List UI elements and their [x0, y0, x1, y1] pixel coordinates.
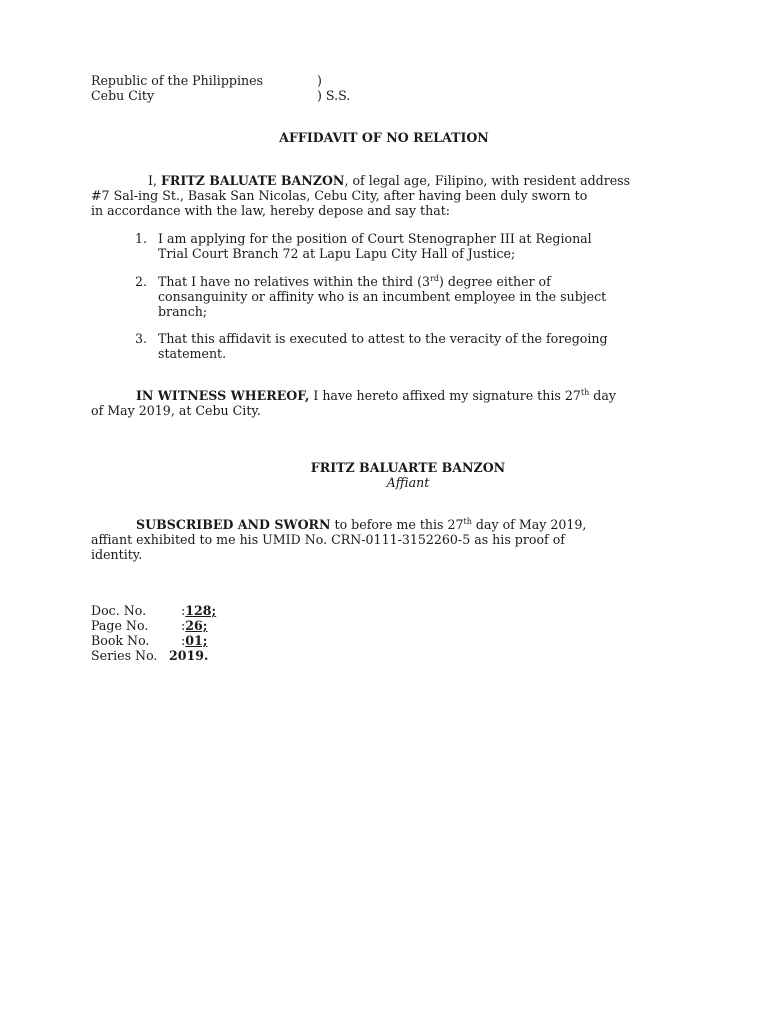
venue-country: Republic of the Philippines: [91, 73, 264, 88]
doc-number-row: [91, 603, 391, 618]
jurat-text: to before me this 27: [330, 517, 464, 532]
item-text-line: Trial Court Branch 72 at Lapu Lapu City Hall of Justice;: [158, 246, 516, 261]
affiant-name: FRITZ BALUARTE BANZON: [310, 460, 506, 475]
venue-bracket: ): [317, 73, 322, 88]
witness-text: I have hereto affixed my signature this 27: [309, 388, 581, 403]
page-number-label: Page No.: [91, 618, 149, 633]
item-text-part: That I have no relatives within the third (3: [158, 274, 431, 289]
item-number: 2.: [135, 274, 148, 289]
witness-text: day: [589, 388, 616, 403]
jurat-text: day of May 2019,: [471, 517, 587, 532]
witness-line-2: of May 2019, at Cebu City.: [91, 403, 261, 418]
document-title: AFFIDAVIT OF NO RELATION: [279, 130, 489, 145]
item-text-line: [158, 274, 551, 289]
doc-number-value: 128;: [185, 603, 217, 618]
ordinal-suffix: th: [463, 516, 472, 526]
deponent-name: FRITZ BALUATE BANZON: [160, 173, 345, 188]
venue-city: Cebu City: [91, 88, 155, 103]
page-number-row: [91, 618, 391, 633]
item-text-line: That this affidavit is executed to attest to the veracity of the foregoing: [158, 331, 608, 346]
item-text-part: ) degree either of: [439, 274, 551, 289]
venue-line-2: [91, 88, 491, 103]
witness-heading: IN WITNESS WHEREOF,: [136, 388, 310, 403]
intro-line-1: [148, 173, 677, 188]
book-number-value: 01;: [185, 633, 208, 648]
item-text-line: I am applying for the position of Court Stenographer III at Regional: [158, 231, 592, 246]
book-number-field: [181, 633, 207, 648]
series-number-row: [91, 648, 391, 663]
intro-line-3: in accordance with the law, hereby depose and say that:: [91, 203, 451, 218]
jurat-line-2: affiant exhibited to me his UMID No. CRN-0111-3152260-5 as his proof of: [91, 532, 565, 547]
item-number: 1.: [135, 231, 148, 246]
doc-number-field: [181, 603, 216, 618]
intro-line-2: #7 Sal-ing St., Basak San Nicolas, Cebu City, after having been duly sworn to: [91, 188, 588, 203]
colon: :: [181, 633, 186, 648]
item-text-line: consanguinity or affinity who is an incumbent employee in the subject: [158, 289, 607, 304]
doc-number-label: Doc. No.: [91, 603, 147, 618]
book-number-label: Book No.: [91, 633, 150, 648]
item-text-line: branch;: [158, 304, 208, 319]
list-item: [0, 231, 768, 261]
intro-prefix: I,: [148, 173, 161, 188]
series-number-value: 2019.: [169, 648, 209, 663]
venue-line-1: [91, 73, 491, 88]
list-item: [0, 331, 768, 361]
intro-line-1-rest: , of legal age, Filipino, with resident address: [344, 173, 631, 188]
affiant-role: Affiant: [386, 475, 430, 490]
ordinal-suffix: th: [580, 387, 590, 397]
series-number-label: Series No.: [91, 648, 158, 663]
colon: :: [181, 618, 186, 633]
witness-line-1: [136, 388, 616, 403]
jurat-line-3: identity.: [91, 547, 143, 562]
item-number: 3.: [135, 331, 148, 346]
item-text-line: statement.: [158, 346, 227, 361]
colon: :: [181, 603, 186, 618]
page-number-value: 26;: [185, 618, 208, 633]
book-number-row: [91, 633, 391, 648]
ordinal-suffix: rd: [430, 273, 439, 283]
page-number-field: [181, 618, 207, 633]
list-item: [0, 274, 768, 319]
jurat-line-1: [136, 517, 586, 532]
jurat-heading: SUBSCRIBED AND SWORN: [136, 517, 331, 532]
venue-ss: ) S.S.: [317, 88, 351, 103]
